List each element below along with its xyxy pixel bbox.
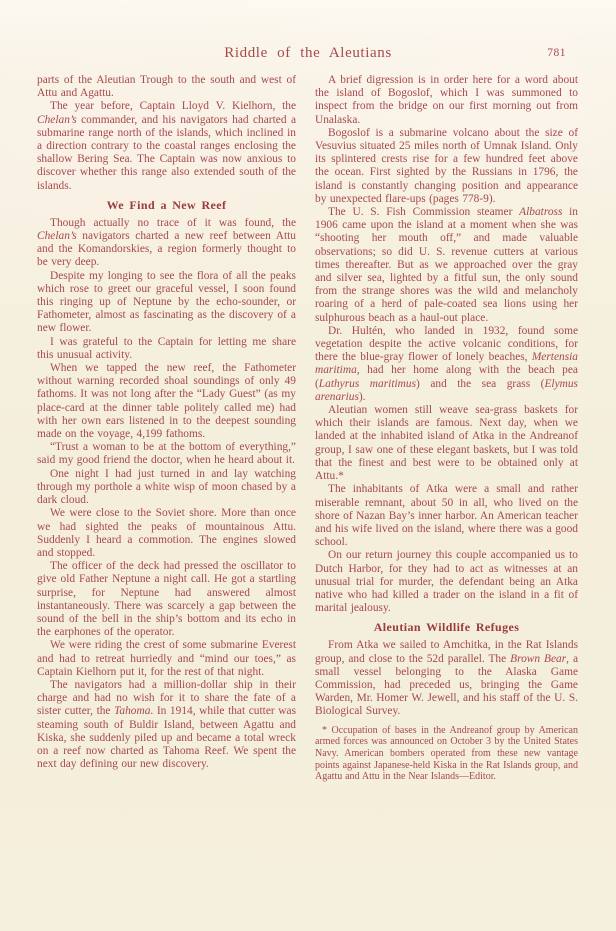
paragraph: One night I had just turned in and lay watching through my porthole a white wisp of moon chased by a dark cloud. [37,467,296,507]
paragraph: Bogoslof is a submarine volcano about the size of Vesuvius situated 25 miles north of Umnak Island. Only its splintered crests rise for a few hundred feet above the ocean. First sighted by the Russians in 1796, the island is constantly changing position and appearance by unexpected flare-ups (pages 778-9). [315,126,578,205]
column-left [37,74,296,783]
page-number: 781 [547,47,566,59]
running-title: Riddle of the Aleutians [224,45,392,61]
column-right [315,74,578,783]
paragraph: I was grateful to the Captain for letting me share this unusual activity. [37,335,296,361]
paragraph: parts of the Aleutian Trough to the south and west of Attu and Agattu. [37,74,296,100]
paragraph: From Atka we sailed to Amchitka, in the Rat Islands group, and close to the 52d parallel. The Brown Bear, a small vessel belonging to the Alaska Game Commission, had preceded us, bringing the Game Warden, Mr. Homer W. Jewell, and his staff of the U. S. Biological Survey. [315,639,579,718]
paragraph: “Trust a woman to be at the bottom of everything,” said my good friend the doctor, when he heard about it. [37,441,296,467]
paragraph: On our return journey this couple accompanied us to Dutch Harbor, for they had to act as witnesses at an unusual trial for murder, the defendant being an Atka native who had killed a trader on the island in a fit of marital jealousy. [315,549,578,615]
paragraph: We were close to the Soviet shore. More than once we had sighted the peaks of mountainous Attu. Suddenly I heard a commotion. The engines slowed and stopped. [37,507,296,559]
paragraph: A brief digression is in order here for a word about the island of Bogoslof, which I was summoned to inspect from the bridge on our first morning out from Unalaska. [315,74,578,126]
paragraph: Dr. Hultén, who landed in 1932, found some vegetation despite the active volcanic conditions, for there the blue-gray flower of lonely beaches, Mertensia maritima, had her home along with the beach pea (Lathyrus maritimus) and the sea grass (Elymus arenarius). [315,324,578,403]
paragraph: Despite my longing to see the flora of all the peaks which rose to greet our graceful vessel, I soon found this ringing up of Neptune by the echo-sounder, or Fathometer, almost as fascinating as the discovery of a new flower. [37,269,296,335]
page-header [0,45,616,65]
paragraph: The navigators had a million-dollar ship in their charge and had no wish for it to share the fate of a sister cutter, the Tahoma. In 1914, while that cutter was steaming south of Buldir Island, between Agattu and Kiska, she suddenly piled up and became a total wreck on a reef now charted as Tahoma Reef. We spent the next day defining our new discovery. [37,678,296,771]
section-heading: We Find a New Reef [106,197,227,212]
footnote: * Occupation of bases in the Andreanof group by American armed forces was announced on October 3 by the United States Navy. American bombers operated from these new vantage points against Japanese-held Kiska in the Rat Islands group, and Agattu and Attu in the Near Islands—Editor. [315,724,578,783]
paragraph: The year before, Captain Lloyd V. Kielhorn, the Chelan’s commander, and his navigators had charted a submarine range north of the islands, which inclined in a direction contrary to the coastal ranges enclosing the shallow Bering Sea. The Captain was now anxious to discover whether this range also extended south of the islands. [37,100,296,192]
paragraph: The officer of the deck had pressed the oscillator to give old Father Neptune a night call. He got a startling surprise, for Neptune had answered almost instantaneously. There was scarcely a gap between the sound of the bell in the ship’s bottom and its echo in the earphones of the operator. [37,560,296,639]
paragraph: Aleutian women still weave sea-grass baskets for which their islands are famous. Next day, when we landed at the inhabited island of Atka in the Andreanof group, I saw one of these elegant baskets, but I was told that the finest and best were to be obtained only at Attu.* [315,404,578,483]
paragraph: Though actually no trace of it was found, the Chelan’s navigators charted a new reef between Attu and the Komandorskies, a region formerly thought to be very deep. [37,216,296,269]
paragraph: The inhabitants of Atka were a small and rather miserable remnant, about 50 in all, who lived on the shore of Nazan Bay’s inner harbor. An American teacher and his wife lived on the island, where there was a good school. [315,483,578,549]
section-heading: Aleutian Wildlife Refuges [373,620,520,635]
paragraph: When we tapped the new reef, the Fathometer without warning recorded shoal soundings of only 49 fathoms. It was not long after the “Lady Guest” (as my place-card at the dinner table politely called me) had with her own ears listened in to the deepest sounding made on the voyage, 4,199 fathoms. [37,362,296,441]
paragraph: We were riding the crest of some submarine Everest and had to retreat hurriedly and “mind our toes,” as Captain Kielhorn put it, for the rest of that night. [37,639,296,678]
text-columns [37,74,578,783]
paragraph: The U. S. Fish Commission steamer Albatross in 1906 came upon the island at a moment when she was “shooting her mouth off,” and made valuable observations; so did U. S. revenue cutters at various times thereafter. But as we approached over the gray and silver sea, lighted by a fitful sun, the only sound from the strange shores was the wild and melancholy roaring of a herd of pale-coated sea lions using her sulphurous beach as a haul-out place. [315,206,579,324]
